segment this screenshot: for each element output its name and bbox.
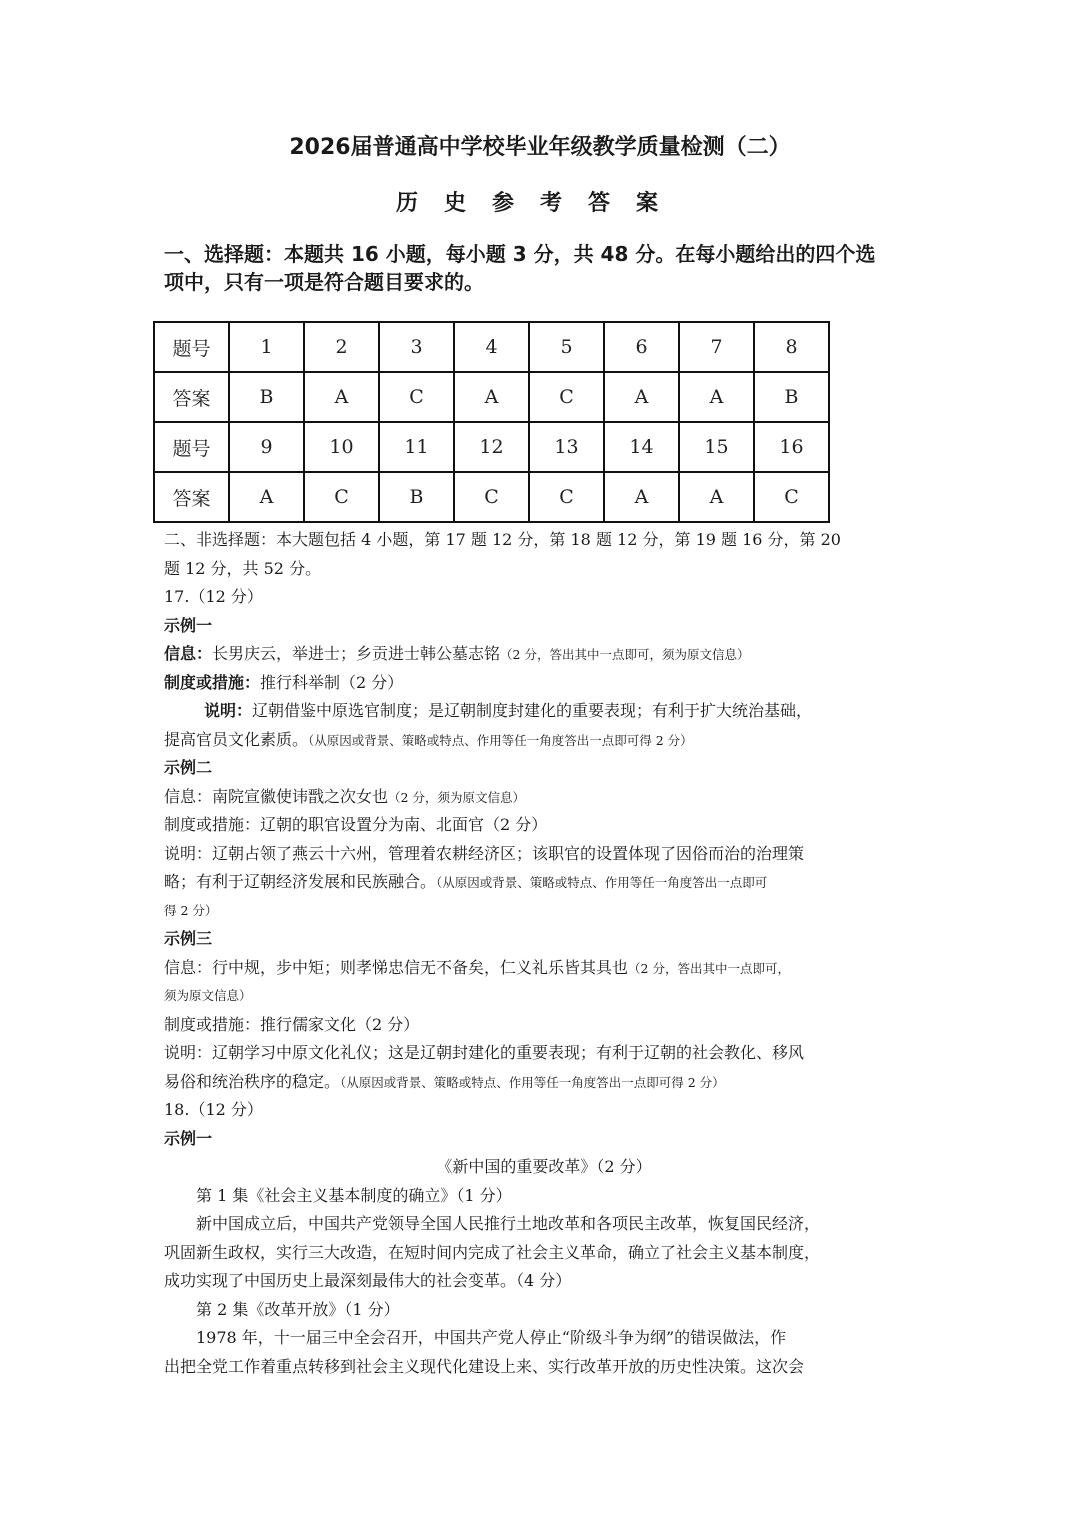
table-cell: B — [229, 372, 304, 422]
info-text: 长男庆云，举进士；乡贡进士韩公墓志铭 — [212, 644, 501, 663]
explain-note: （从原因或背景、策略或特点、作用等任一角度答出一点即可得 2 分） — [308, 732, 693, 748]
table-cell: A — [679, 472, 754, 522]
table-cell: A — [604, 372, 679, 422]
row-label: 题号 — [154, 322, 229, 372]
table-row — [154, 472, 829, 522]
explain-note: （从原因或背景、策略或特点、作用等任一角度答出一点即可得 2 分） — [340, 1074, 725, 1090]
section-1-line-2: 项中，只有一项是符合题目要求的。 — [164, 270, 484, 294]
info-note: （2 分，答出其中一点即可，须为原文信息） — [500, 647, 750, 662]
section-2-line-2: 题 12 分，共 52 分。 — [164, 558, 322, 578]
table-row — [154, 322, 829, 372]
table-cell: 15 — [679, 422, 754, 472]
q17-ex1-info — [164, 640, 924, 669]
table-cell: B — [379, 472, 454, 522]
row-label: 答案 — [154, 472, 229, 522]
measure-label: 制度或措施： — [164, 672, 261, 692]
table-cell: C — [304, 472, 379, 522]
explain-text: 辽朝借鉴中原选官制度；是辽朝制度封建化的重要表现；有利于扩大统治基础， — [252, 701, 813, 720]
q17-ex3-info-note-2: 须为原文信息） — [164, 988, 252, 1003]
q17-ex3-measure: 制度或措施：推行儒家文化（2 分） — [164, 1014, 420, 1034]
table-cell: A — [229, 472, 304, 522]
row-label: 答案 — [154, 372, 229, 422]
q18-ep2-paragraph-line: 1978 年，十一届三中全会召开，中国共产党人停止“阶级斗争为纲”的错误做法，作 — [196, 1328, 787, 1347]
table-cell: 8 — [754, 322, 829, 372]
q17-ex1-measure — [164, 669, 924, 698]
table-cell: 13 — [529, 422, 604, 472]
q18-episode-1-title: 第 1 集《社会主义基本制度的确立》（1 分） — [196, 1185, 512, 1205]
info-note: （2 分，答出其中一点即可， — [628, 960, 790, 976]
q18-ep1-paragraph-line: 巩固新生政权，实行三大改造，在短时间内完成了社会主义革命，确立了社会主义基本制度， — [164, 1242, 821, 1262]
table-cell: 6 — [604, 322, 679, 372]
table-cell: 2 — [304, 322, 379, 372]
info-text: 信息：行中规，步中矩；则孝悌忠信无不备矣，仁义礼乐皆其具也 — [164, 957, 629, 977]
table-cell: 1 — [229, 322, 304, 372]
page-title: 2026届普通高中学校毕业年级教学质量检测（二） — [289, 135, 791, 160]
q17-example-1-title: 示例一 — [164, 615, 213, 635]
info-note: （2 分，须为原文信息） — [388, 789, 525, 805]
section-1-heading — [164, 240, 924, 296]
section-1-line-1: 一、选择题：本题共 16 小题，每小题 3 分，共 48 分。在每小题给出的四个选 — [164, 242, 876, 266]
table-cell: 10 — [304, 422, 379, 472]
q17-ex2-explain-cont — [164, 868, 924, 897]
table-cell: 16 — [754, 422, 829, 472]
q17-ex2-explain-note-2: 得 2 分） — [164, 902, 218, 918]
q18-episode-2-title: 第 2 集《改革开放》（1 分） — [196, 1299, 400, 1319]
table-cell: 5 — [529, 322, 604, 372]
measure-text: 推行科举制（2 分） — [260, 672, 404, 692]
q18-film-title: 《新中国的重要改革》（2 分） — [436, 1157, 652, 1176]
explain-label: 说明： — [204, 701, 253, 720]
table-cell: 12 — [454, 422, 529, 472]
table-row — [154, 422, 829, 472]
q17-ex2-explain: 说明：辽朝占领了燕云十六州，管理着农耕经济区；该职官的设置体现了因俗而治的治理策 — [164, 843, 805, 863]
table-cell: 11 — [379, 422, 454, 472]
answer-body — [164, 526, 924, 1381]
table-cell: A — [604, 472, 679, 522]
explain-text-2: 略；有利于辽朝经济发展和民族融合。 — [164, 872, 437, 891]
table-row — [154, 372, 829, 422]
explain-note: （从原因或背景、策略或特点、作用等任一角度答出一点即可 — [436, 875, 768, 890]
q18-ep2-paragraph-line: 出把全党工作着重点转移到社会主义现代化建设上来、实行改革开放的历史性决策。这次会 — [164, 1356, 805, 1376]
q18-ep1-paragraph-line: 成功实现了中国历史上最深刻最伟大的社会变革。（4 分） — [164, 1271, 572, 1290]
q17-heading: 17.（12 分） — [164, 587, 263, 606]
q17-ex2-measure: 制度或措施：辽朝的职官设置分为南、北面官（2 分） — [164, 815, 548, 834]
info-label: 信息： — [164, 644, 213, 663]
table-cell: 14 — [604, 422, 679, 472]
page-subtitle: 历史参考答案 — [395, 191, 684, 216]
q18-example-1-title: 示例一 — [164, 1128, 213, 1148]
table-cell: A — [454, 372, 529, 422]
q17-example-3-title: 示例三 — [164, 929, 213, 948]
table-cell: A — [679, 372, 754, 422]
q17-ex3-explain: 说明：辽朝学习中原文化礼仪；这是辽朝封建化的重要表现；有利于辽朝的社会教化、移风 — [164, 1043, 805, 1062]
table-cell: B — [754, 372, 829, 422]
table-cell: C — [529, 472, 604, 522]
table-cell: 7 — [679, 322, 754, 372]
q17-example-2-title: 示例二 — [164, 758, 213, 777]
table-cell: C — [529, 372, 604, 422]
table-cell: C — [379, 372, 454, 422]
table-cell: 9 — [229, 422, 304, 472]
q17-ex1-explain — [164, 697, 924, 726]
table-cell: C — [454, 472, 529, 522]
section-2-line-1: 二、非选择题：本大题包括 4 小题，第 17 题 12 分，第 18 题 12 分，第 19 题 16 分，第 20 — [164, 530, 841, 549]
q17-ex3-explain-cont — [164, 1068, 924, 1097]
row-label: 题号 — [154, 422, 229, 472]
table-cell: 3 — [379, 322, 454, 372]
table-cell: A — [304, 372, 379, 422]
q18-heading: 18.（12 分） — [164, 1100, 263, 1119]
q17-ex1-explain-cont — [164, 726, 924, 755]
table-cell: C — [754, 472, 829, 522]
q18-ep1-paragraph-line: 新中国成立后，中国共产党领导全国人民推行土地改革和各项民主改革，恢复国民经济， — [196, 1214, 821, 1233]
q17-ex3-info — [164, 954, 924, 983]
explain-text-2: 易俗和统治秩序的稳定。 — [164, 1071, 341, 1091]
answer-table — [153, 321, 830, 523]
explain-text-2: 提高官员文化素质。 — [164, 729, 309, 749]
info-text: 信息：南院宣徽使讳戬之次女也 — [164, 786, 389, 806]
q17-ex2-info — [164, 783, 924, 812]
table-cell: 4 — [454, 322, 529, 372]
